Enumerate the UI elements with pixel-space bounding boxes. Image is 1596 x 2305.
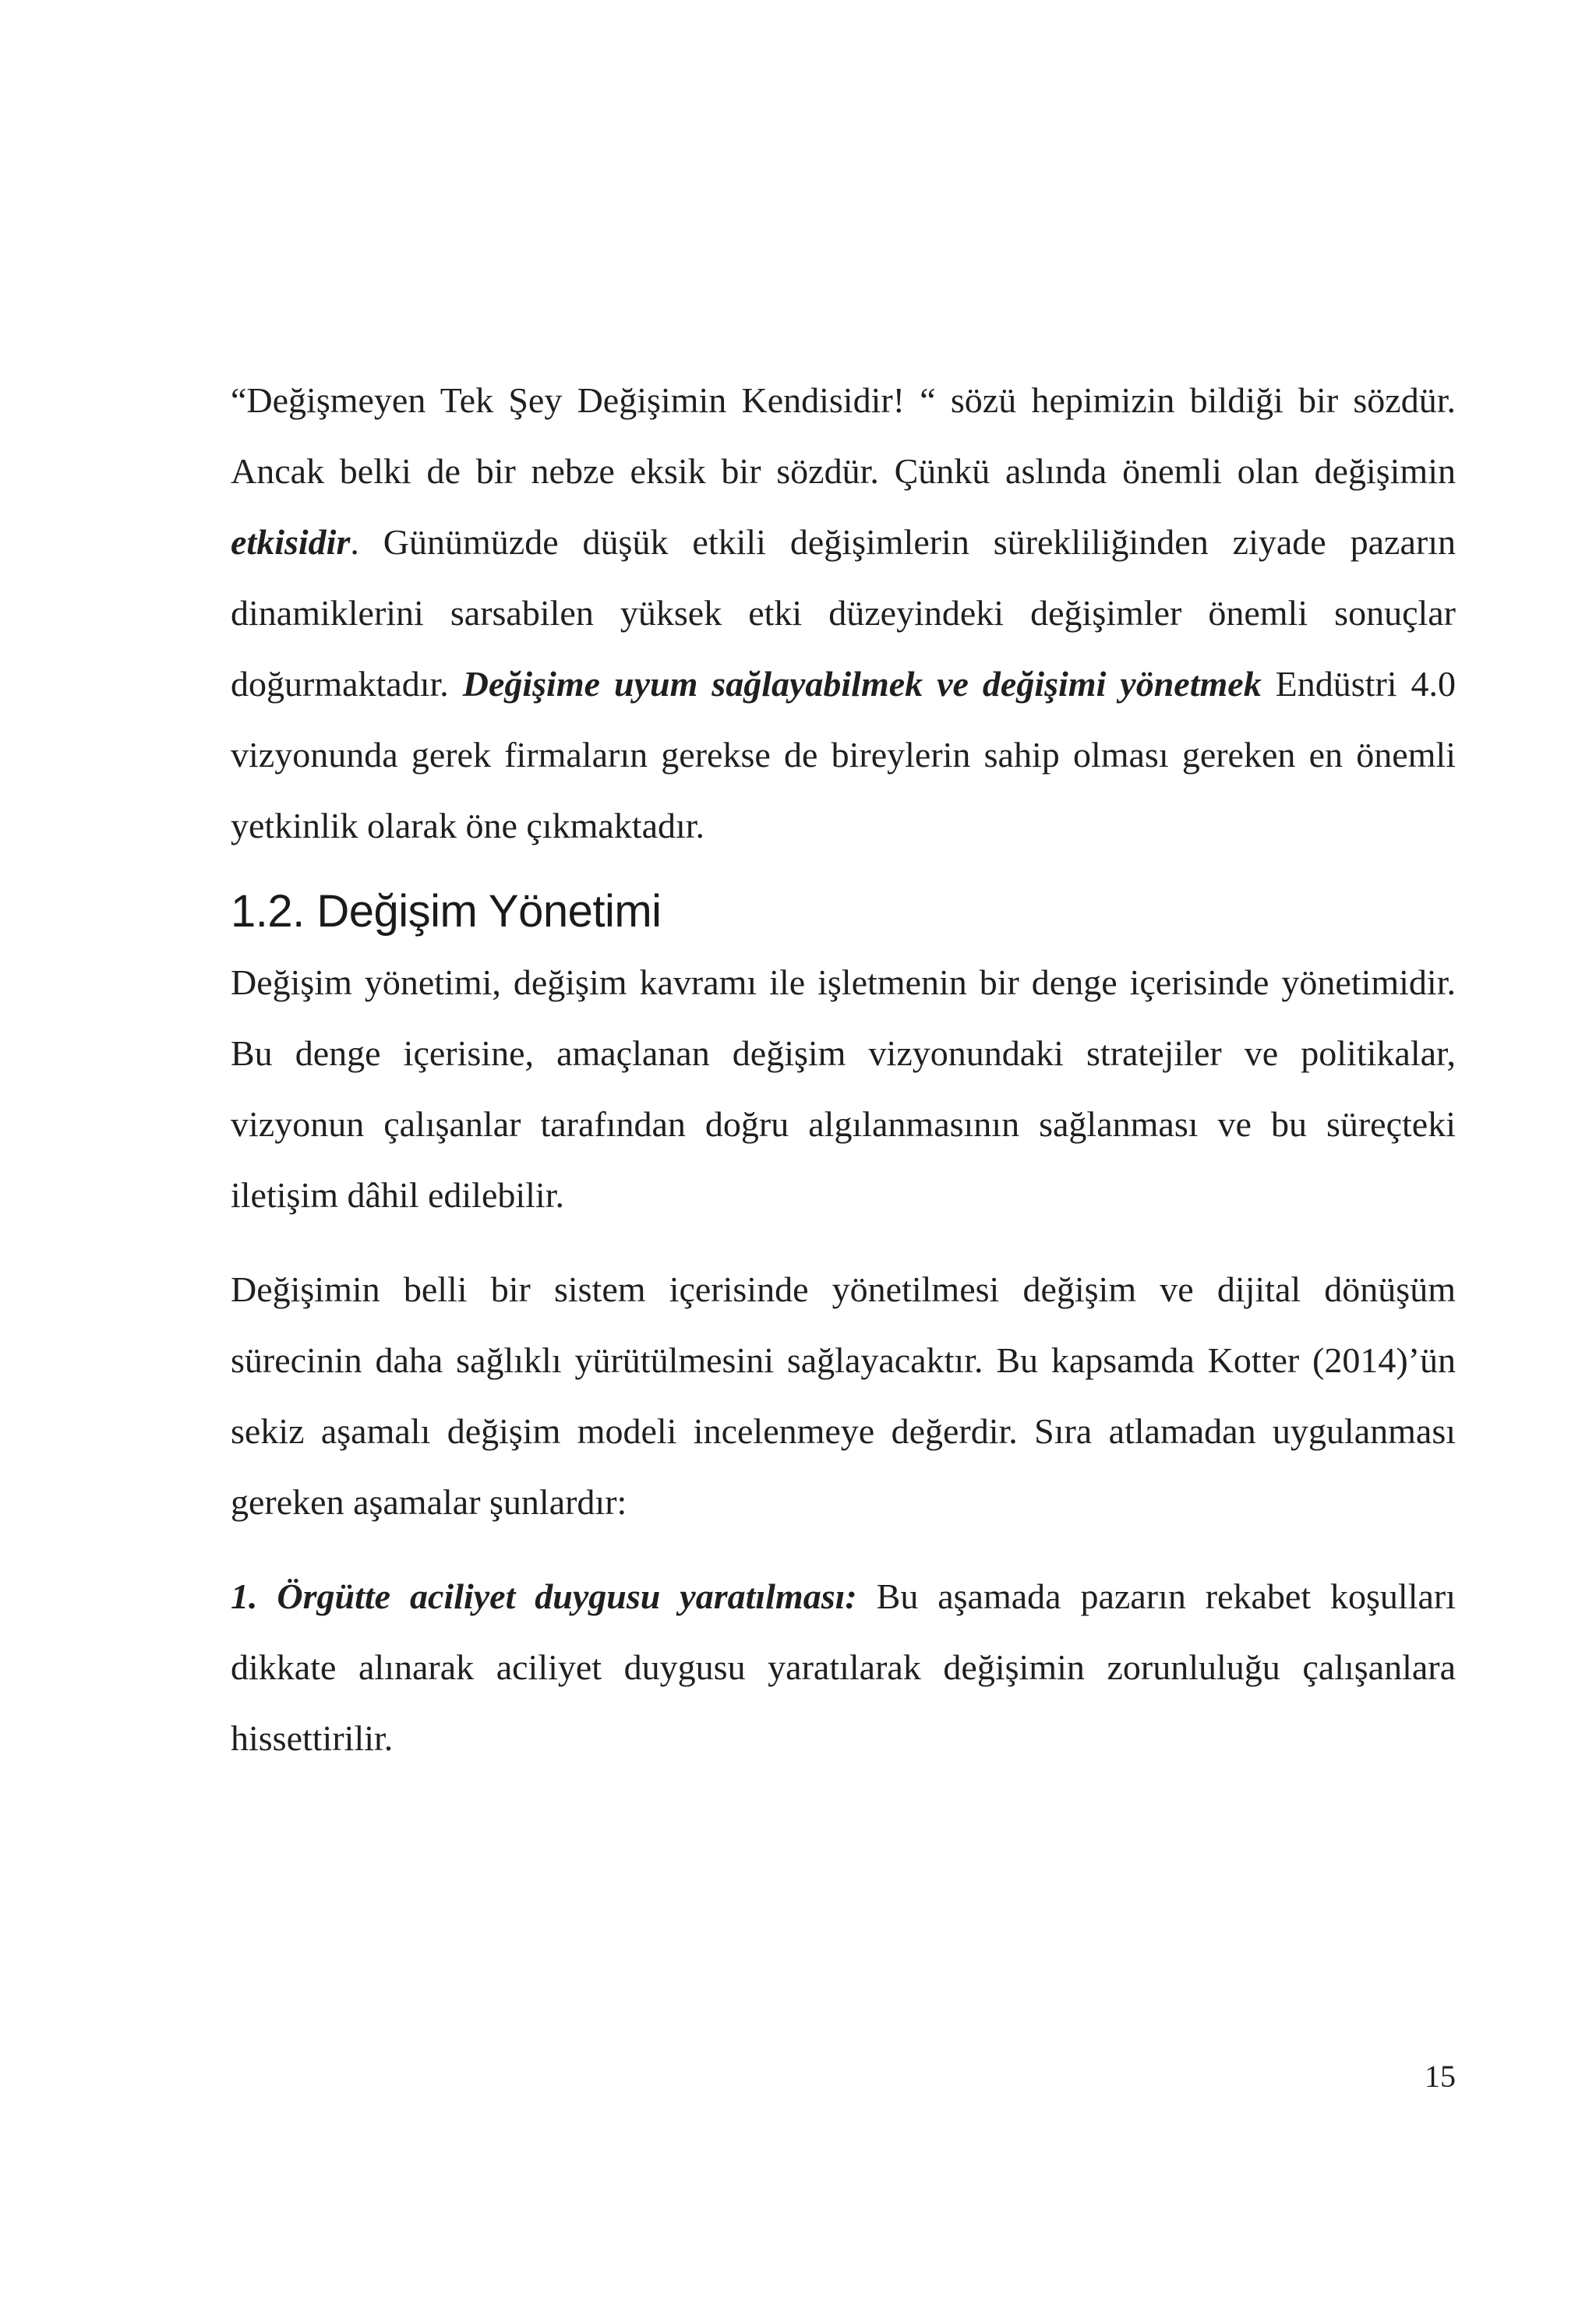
page-content (231, 365, 1456, 1774)
page-number: 15 (1425, 2059, 1456, 2094)
intro-text-part1: “Değişmeyen Tek Şey Değişimin Kendisidir! “ sözü hepimizin bildiği bir sözdür. Ancak belki de bir nebze eksik bir sözdür. Çünkü aslında önemli olan değişimin (231, 380, 1456, 491)
intro-paragraph (231, 365, 1456, 861)
change-management-paragraph: Değişim yönetimi, değişim kavramı ile işletmenin bir denge içerisinde yönetimidir. Bu denge içerisine, amaçlanan değişim vizyonundaki stratejiler ve politikalar, vizyonun çalışanlar tarafından doğru algılanmasının sağlanması ve bu süreçteki iletişim dâhil edilebilir. (231, 962, 1456, 1215)
stage-one-title: 1. Örgütte aciliyet duygusu yaratılması: (231, 1576, 857, 1616)
intro-text-part2: . Günümüzde düşük etkili değişimlerin sürekliliğinden ziyade pazarın dinamiklerini sarsabilen yüksek etki düzeyindeki değişimler önemli sonuçlar doğurmaktadır. (231, 522, 1456, 704)
stage-one-paragraph (231, 1561, 1456, 1774)
stage-one-text: Bu aşamada pazarın rekabet koşulları dikkate alınarak aciliyet duygusu yaratılarak değişimin zorunluluğu çalışanlara hissettirilir. (231, 1576, 1456, 1758)
section-heading: 1.2. Değişim Yönetimi (231, 886, 662, 937)
kotter-model-paragraph: Değişimin belli bir sistem içerisinde yönetilmesi değişim ve dijital dönüşüm sürecinin daha sağlıklı yürütülmesini sağlayacaktır. Bu kapsamda Kotter (2014)’ün sekiz aşamalı değişim modeli incelenmeye değerdir. Sıra atlamadan uygulanması gereken aşamalar şunlardır: (231, 1269, 1456, 1522)
intro-emphasis-etkisidir: etkisidir (231, 522, 351, 562)
intro-text-part3: Endüstri 4.0 vizyonunda gerek firmaların gerekse de bireylerin sahip olması gereken en önemli yetkinlik olarak öne çıkmaktadır. (231, 664, 1456, 845)
intro-emphasis-change: Değişime uyum sağlayabilmek ve değişimi yönetmek (462, 664, 1262, 704)
